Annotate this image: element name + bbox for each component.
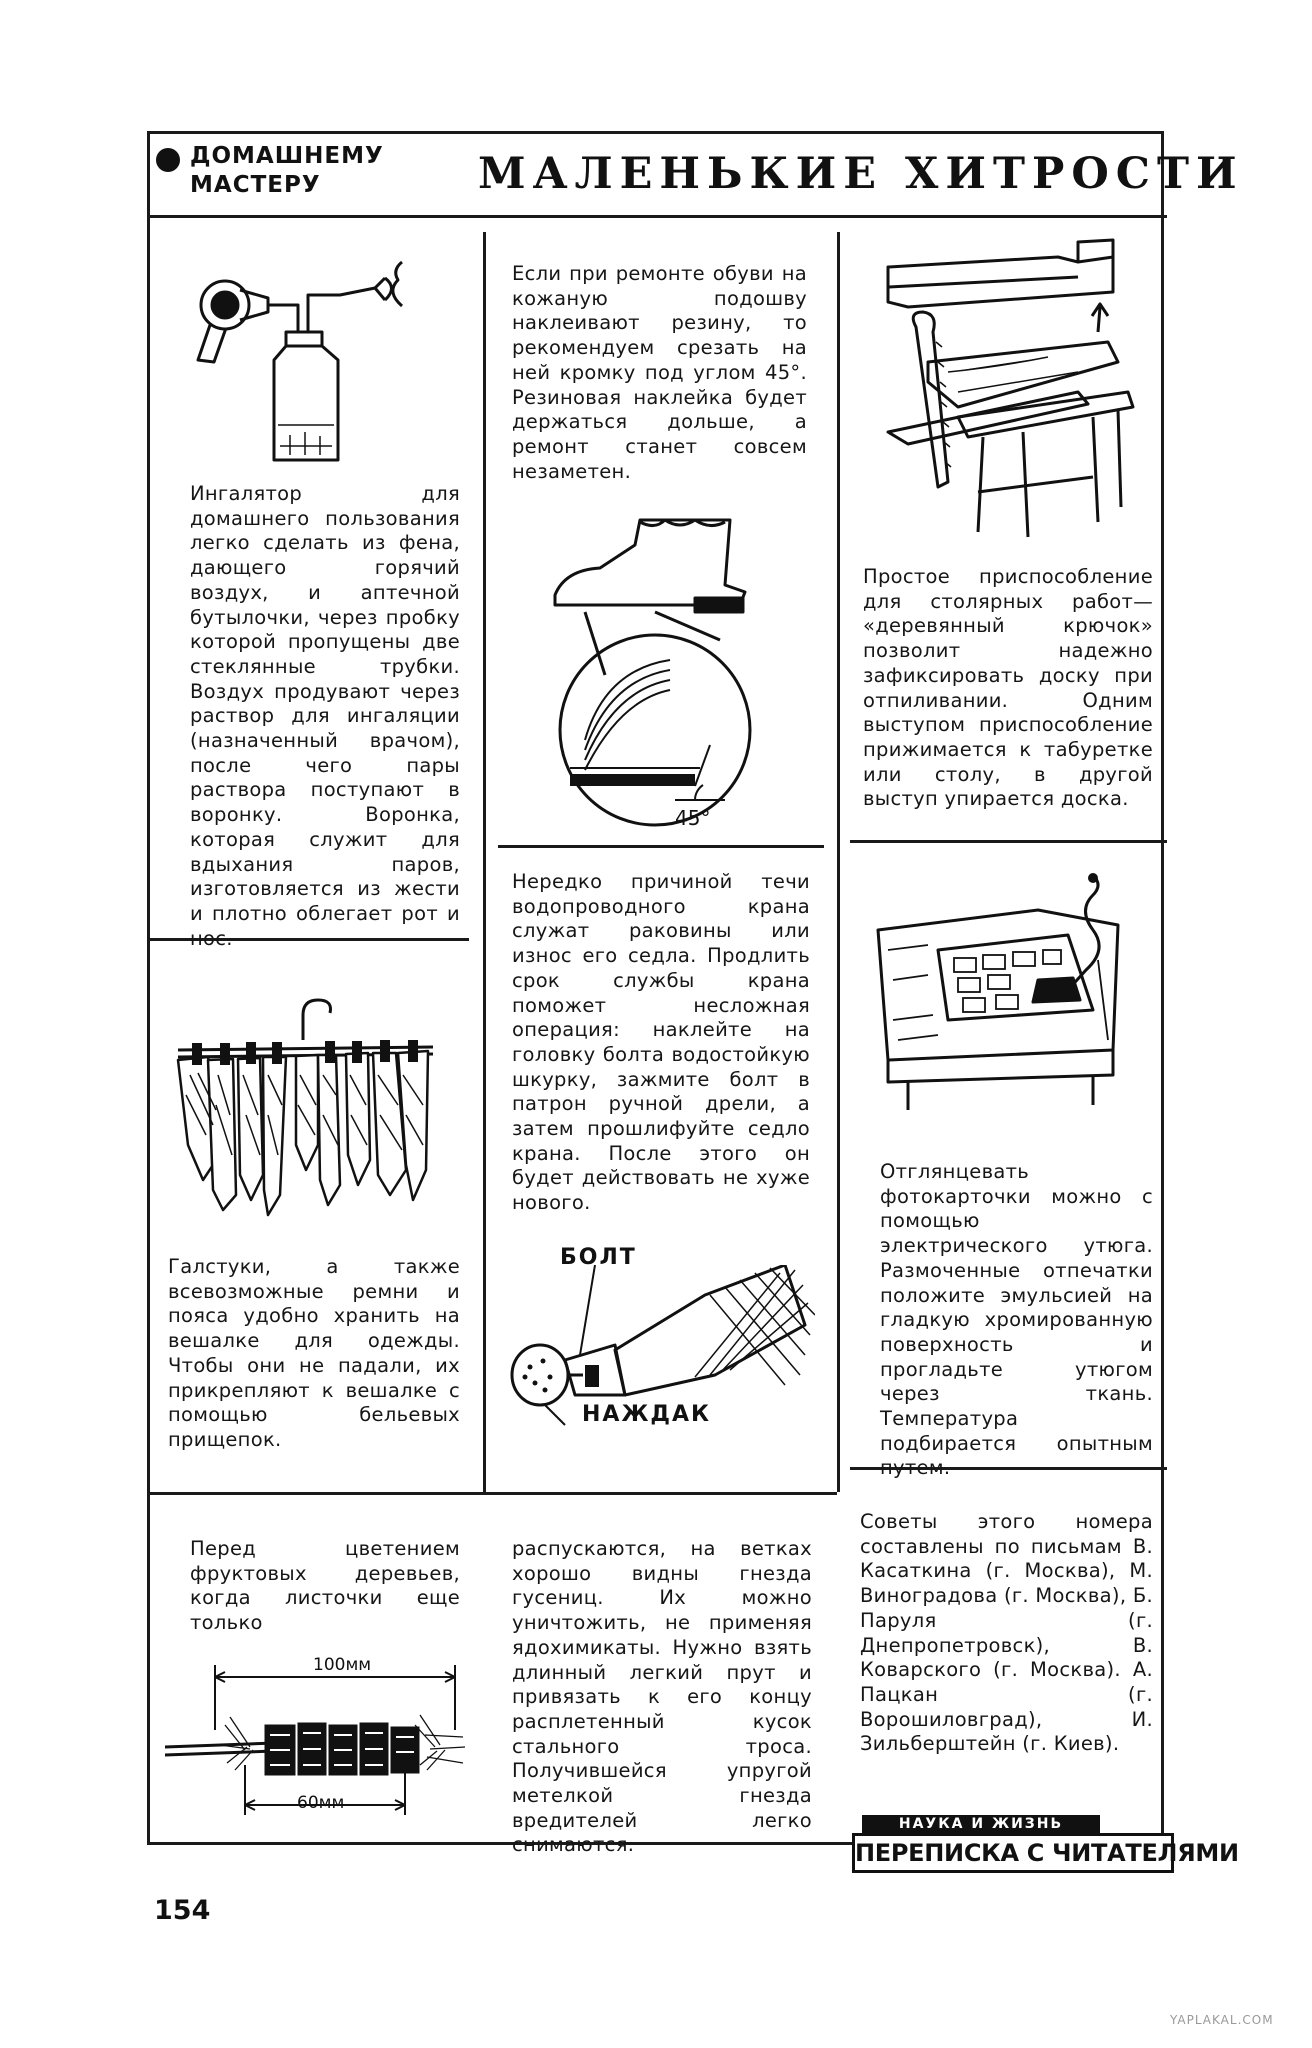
bench-hook-illustration <box>878 232 1148 542</box>
watermark: YAPLAKAL.COM <box>1170 2013 1274 2027</box>
trees-tip-text-continued: распускаются, на ветках хорошо видны гнезда гусениц. Их можно уничтожить, не применяя ядохимикаты. Нужно взять длинный легкий прут и привязать к его концу расплетенный кусок стального троса. Получившейся упругой метелкой гнезда вредителей легко снимаются. <box>512 1537 812 1857</box>
column-rule-2 <box>837 232 840 1492</box>
bench-hook-tip-text: Простое приспособление для столярных работ— «деревянный крючок» позволит надежно зафиксировать доску при отпиливании. Одним выступом приспособление прижимается к табуретке или столу, в другой выступ упирается доска. <box>863 565 1153 811</box>
shoe-tip-text: Если при ремонте обуви на кожаную подошву наклеивают резину, то рекомендуем срезать на ней кромку под углом 45°. Резиновая наклейка будет держаться дольше, а ремонт станет совсем незаметен. <box>512 262 807 483</box>
header-rule <box>147 215 1167 218</box>
section-bullet <box>156 148 180 172</box>
bottom-section-rule <box>147 1492 837 1495</box>
section-label: ДОМАШНЕМУ МАСТЕРУ <box>190 143 384 198</box>
shoe-repair-illustration <box>545 500 785 830</box>
faucet-tip-text: Нередко причиной течи водопроводного крана служат раковины или износ его седла. Продлить срок службы крана поможет несложная операция: наклейте на головку болта водостойкую шкурку, зажмите болт в патрон ручной дрели, а затем прошлифуйте седло крана. После этого он будет действовать не хуже нового. <box>512 870 810 1215</box>
angle-label: 45° <box>675 806 711 830</box>
inhaler-tip-text: Ингалятор для домашнего пользования легко сделать из фена, дающего горячий воздух, и аптечной бутылочки, через пробку которой пропущены две стеклянные трубки. Воздух продувают через раствор для ингаляции (назначенный врачом), после чего пары раствора поступают в воронку. Воронка, которая служит для вдыхания паров, изготовляется из жести и плотно облегает рот и нос. <box>190 482 460 950</box>
credits-text: Советы этого номера составлены по письмам В. Касаткина (г. Москва), М. Виноградова (г. Москва), Б. Паруля (г. Днепропетровск), В. Коварского (г. Москва). А. Пацкан (г. Ворошиловград), И. Зильберштейн (г. Киев). <box>860 1510 1153 1756</box>
page-number: 154 <box>154 1895 211 1926</box>
dimension-100mm: 100мм <box>313 1655 372 1675</box>
bolt-label: БОЛТ <box>560 1245 637 1270</box>
row-rule-middle <box>498 845 824 848</box>
rubric-title: ПЕРЕПИСКА С ЧИТАТЕЛЯМИ <box>852 1833 1174 1873</box>
column-rule-1 <box>483 232 486 1492</box>
row-rule-right <box>850 840 1167 843</box>
dimension-60mm: 60мм <box>297 1793 345 1813</box>
ties-tip-text: Галстуки, а также всевозможные ремни и пояса удобно хранить на вешалке для одежды. Чтобы они не падали, их прикрепляют к вешалке с помощью бельевых прищепок. <box>168 1255 460 1451</box>
photo-glazing-tip-text: Отглянцевать фотокарточки можно с помощью электрического утюга. Размоченные отпечатки положите эмульсией на гладкую хромированную поверхность и прогладьте утюгом через ткань. Температура подбирается опытным путем. <box>880 1160 1153 1480</box>
iron-photo-illustration <box>868 870 1148 1110</box>
inhaler-illustration <box>180 250 460 475</box>
trees-tip-text-start: Перед цветением фруктовых деревьев, когда листочки еще только <box>190 1537 460 1635</box>
sandpaper-label: НАЖДАК <box>582 1402 711 1427</box>
page-title: МАЛЕНЬКИЕ ХИТРОСТИ <box>478 149 1244 199</box>
magazine-brand: НАУКА И ЖИЗНЬ <box>862 1815 1100 1833</box>
ties-hanger-illustration <box>168 995 453 1225</box>
